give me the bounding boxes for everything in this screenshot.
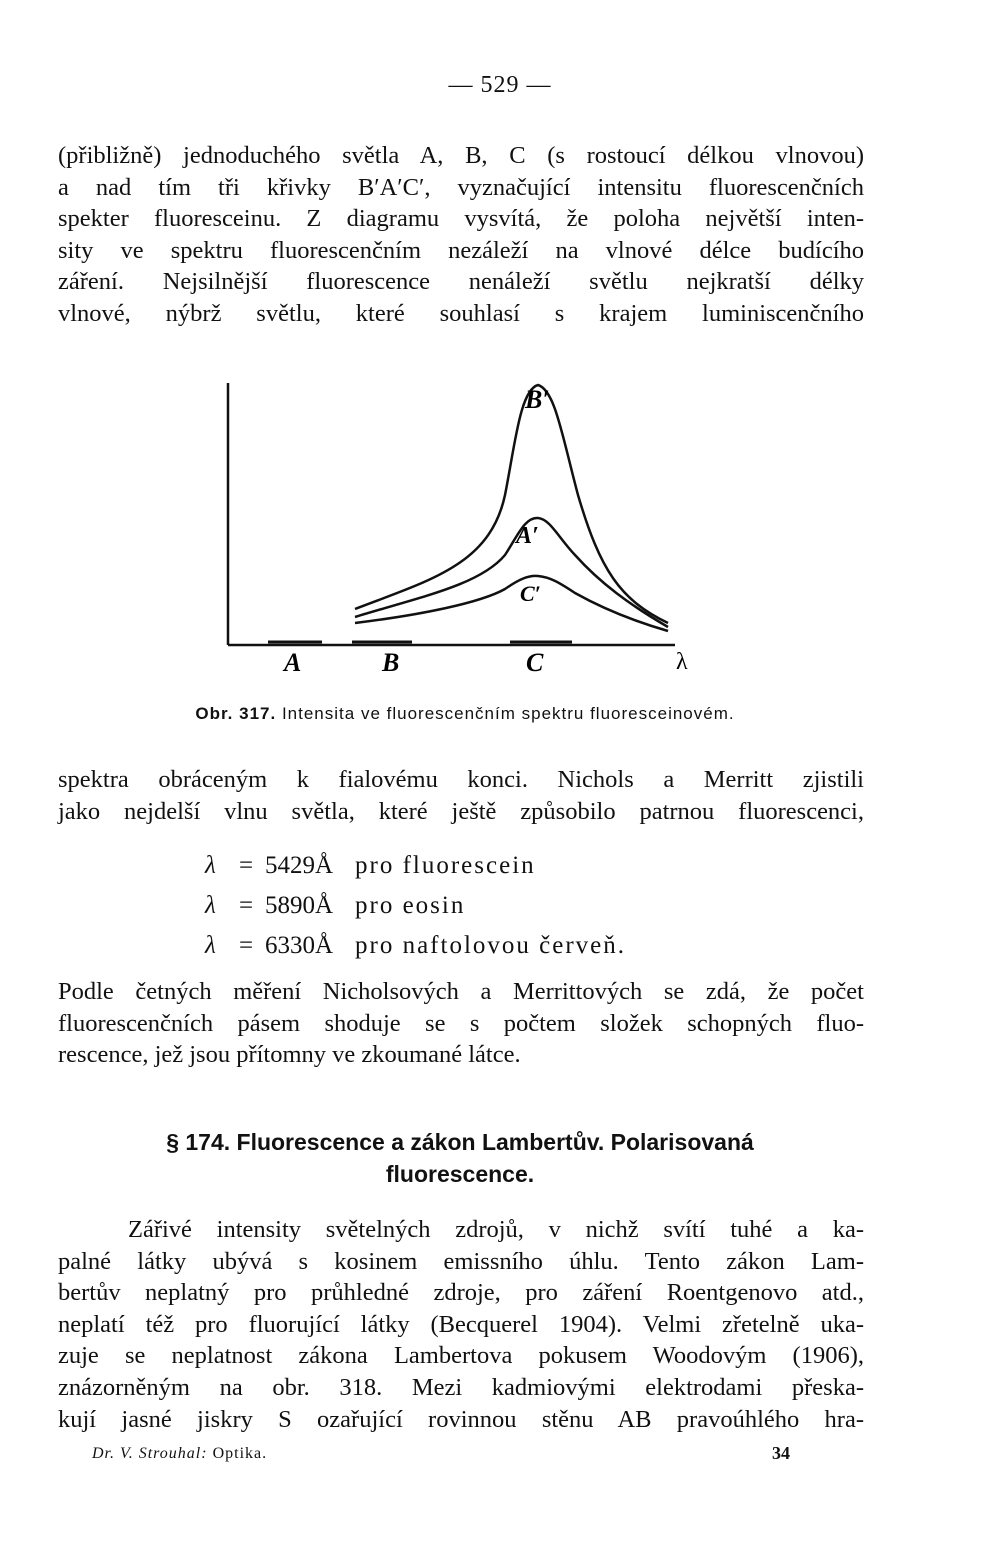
footer-book-title (92, 1445, 267, 1463)
formula-row (205, 886, 805, 926)
text-line: jako nejdelší vlnu světla, které ještě způsobilo patrnou fluorescenci, (58, 797, 864, 825)
substance-desc: pro eosin (355, 892, 466, 919)
lambda-symbol: λ (205, 932, 216, 959)
paragraph-lambert (58, 1214, 864, 1435)
axis-label-b: B (382, 648, 400, 677)
curve-a-prime (355, 518, 668, 627)
formula-row (205, 926, 805, 966)
axis-label-lambda: λ (676, 649, 688, 675)
footer-author: Dr. V. Strouhal: (92, 1445, 208, 1462)
figure-number: Obr. 317. (195, 704, 277, 723)
text-line: palné látky ubývá s kosinem emissního úhlu. Tento zákon Lam- (58, 1247, 864, 1275)
axis-label-a: A (284, 648, 302, 677)
text-line: kují jasné jiskry S ozařující rovinnou stěnu AB pravoúhlého hra- (58, 1405, 864, 1433)
text-line: spekter fluoresceinu. Z diagramu vysvítá, že poloha největší inten- (58, 205, 864, 233)
figure-caption-text: Intensita ve fluorescenčním spektru fluoresceinovém. (281, 704, 735, 723)
equals-sign: = (238, 852, 254, 879)
wavelength-value: 5429Å (265, 852, 334, 879)
text-line: (přibližně) jednoduchého světla A, B, C (s rostoucí délkou vlnovou) (58, 142, 864, 169)
text-line: vlnové, nýbrž světlu, které souhlasí s krajem luminiscenčního (58, 299, 864, 327)
substance-desc: pro naftolovou červeň. (355, 932, 627, 959)
text-line: Podle četných měření Nicholsových a Merrittových se zdá, že počet (58, 978, 864, 1005)
text-line: záření. Nejsilnější fluorescence nenáleží světlu nejkratší délky (58, 268, 864, 296)
formula-list (205, 846, 805, 966)
label-a-prime: A′ (516, 523, 539, 549)
equals-sign: = (238, 892, 254, 919)
fluorescence-diagram (200, 365, 720, 695)
text-line: Zářivé intensity světelných zdrojů, v nichž svítí tuhé a ka- (128, 1216, 864, 1243)
wavelength-value: 6330Å (265, 932, 334, 959)
section-title-line: § 174. Fluorescence a zákon Lambertův. Polarisovaná (166, 1129, 754, 1155)
lambda-symbol: λ (205, 852, 216, 879)
paragraph-measurements (58, 976, 864, 1071)
substance-desc: pro fluorescein (355, 852, 536, 879)
lambda-symbol: λ (205, 892, 216, 919)
page-number: — 529 — (448, 72, 552, 98)
section-heading (0, 1126, 920, 1190)
text-line: rescence, jež jsou přítomny ve zkoumané látce. (58, 1041, 521, 1069)
equals-sign: = (238, 932, 254, 959)
paragraph-nichols (58, 764, 864, 827)
text-line: znázorněným na obr. 318. Mezi kadmiovými elektrodami přeska- (58, 1373, 864, 1401)
text-line: sity ve spektru fluorescenčním nezáleží na vlnové délce budícího (58, 236, 864, 264)
text-line: spektra obráceným k fialovému konci. Nichols a Merritt zjistili (58, 766, 864, 793)
text-line: a nad tím tři křivky B′A′C′, vyznačující intensitu fluorescenčních (58, 173, 864, 201)
text-line: bertův neplatný pro průhledné zdroje, pro záření Roentgenovo atd., (58, 1279, 864, 1307)
text-line: neplatí též pro fluorující látky (Becquerel 1904). Velmi zřetelně uka- (58, 1310, 864, 1338)
label-c-prime: C′ (520, 581, 541, 606)
footer-signature: 34 (772, 1443, 790, 1463)
text-line: zuje se neplatnost zákona Lambertova pokusem Woodovým (1906), (58, 1342, 864, 1370)
section-title-line: fluorescence. (385, 1161, 535, 1187)
wavelength-value: 5890Å (265, 892, 334, 919)
paragraph-intro (58, 140, 864, 330)
axis-label-c: C (526, 648, 544, 677)
figure-caption (0, 704, 930, 724)
text-line: fluorescenčních pásem shoduje se s počtem složek schopných fluo- (58, 1009, 864, 1037)
curve-b-prime (355, 385, 668, 623)
label-b-prime: B′ (525, 385, 550, 414)
footer-book: Optika. (212, 1445, 268, 1462)
formula-row (205, 846, 805, 886)
